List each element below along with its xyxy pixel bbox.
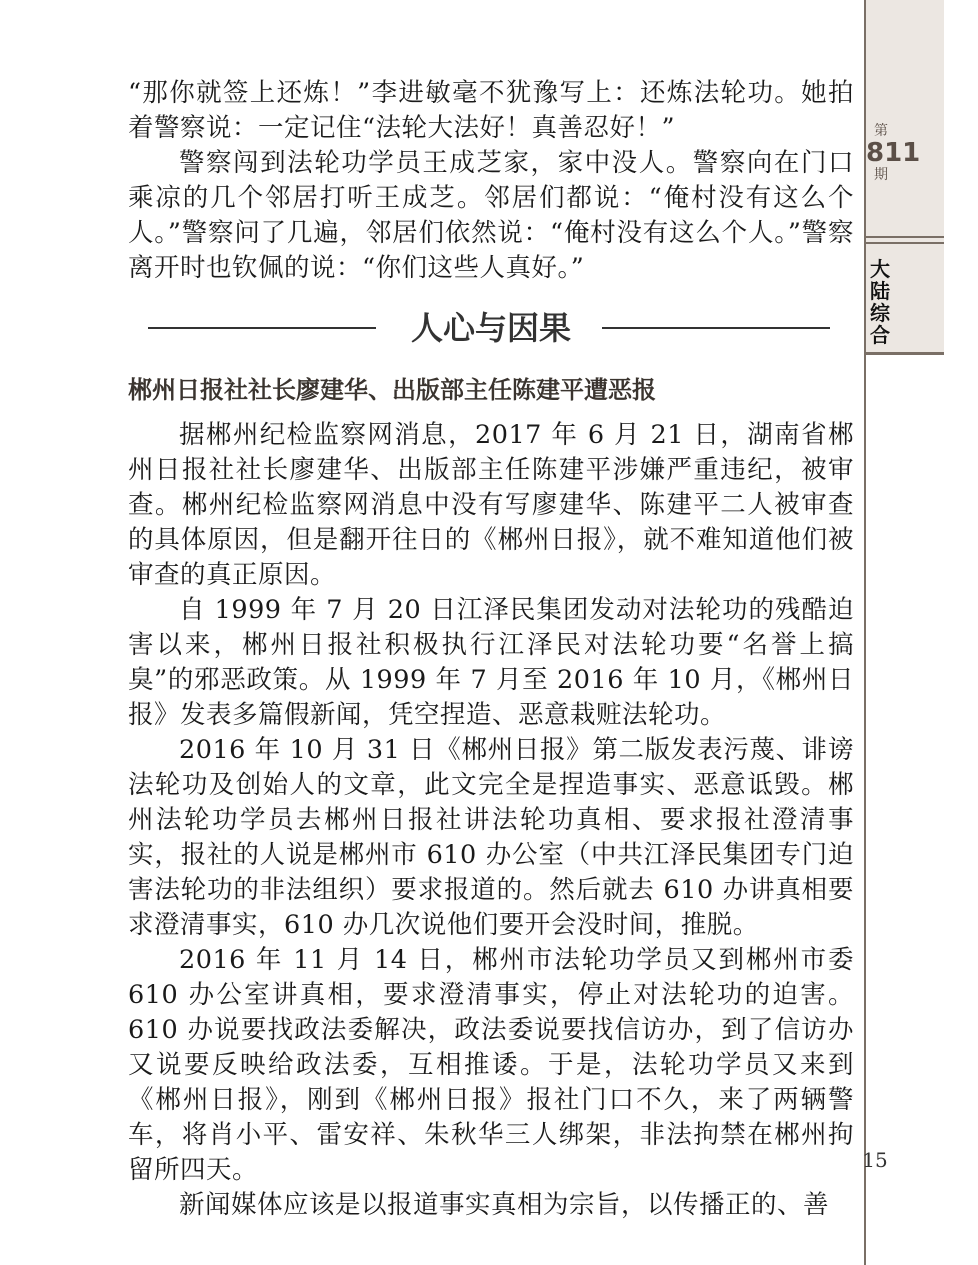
section-label-char: 陆 [870, 279, 890, 303]
issue-number: 811 [866, 138, 921, 168]
paragraph: 警察闯到法轮功学员王成芝家，家中没人。警察向在门口乘凉的几个邻居打听王成芝。邻居们都说：“俺村没有这么个人。”警察问了几遍，邻居们依然说：“俺村没有这么个人。”警察离开时也钦佩的说：“你们这些人真好。” [128, 148, 854, 283]
paragraph: “那你就签上还炼！”李进敏毫不犹豫写上：还炼法轮功。她拍着警察说：一定记住“法轮大法好！真善忍好！” [128, 78, 854, 143]
article-body [128, 418, 854, 1223]
paragraph: 2016 年 11 月 14 日，郴州市法轮功学员又到郴州市委 610 办公室讲真相，要求澄清事实，停止对法轮功的迫害。610 办说要找政法委解决，政法委说要找信访办，到了信访办又说要反映给政法委，互相推诿。于是，法轮功学员又来到《郴州日报》，刚到《郴州日报》报社门口不久，来了两辆警车，将肖小平、雷安祥、朱秋华三人绑架，非法拘禁在郴州拘留所四天。 [128, 945, 854, 1185]
issue-suffix: 期 [874, 167, 888, 183]
issue-marker [866, 122, 921, 184]
heading-rule-right [602, 327, 830, 329]
section-heading-title: 人心与因果 [410, 309, 571, 347]
paragraph: 自 1999 年 7 月 20 日江泽民集团发动对法轮功的残酷迫害以来，郴州日报社积极执行江泽民对法轮功要“名誉上搞臭”的邪恶政策。从 1999 年 7 月至 2016 年 10 月，《郴州日报》发表多篇假新闻，凭空捏造、恶意栽赃法轮功。 [128, 595, 854, 730]
section-label-char: 合 [870, 323, 890, 347]
page-number: 15 [862, 1148, 888, 1172]
article-title: 郴州日报社社长廖建华、出版部主任陈建平遭恶报 [128, 376, 656, 404]
section-label [866, 258, 894, 346]
section-heading [128, 300, 854, 356]
paragraph: 据郴州纪检监察网消息，2017 年 6 月 21 日，湖南省郴州日报社社长廖建华、出版部主任陈建平涉嫌严重违纪，被审查。郴州纪检监察网消息中没有写廖建华、陈建平二人被审查的具体原因，但是翻开往日的《郴州日报》，就不难知道他们被审查的真正原因。 [128, 420, 854, 590]
tab-divider-rule-top [866, 236, 944, 238]
section-label-char: 大 [870, 257, 890, 281]
paragraph: 2016 年 10 月 31 日《郴州日报》第二版发表污蔑、诽谤法轮功及创始人的文章，此文完全是捏造事实、恶意诋毁。郴州法轮功学员去郴州日报社讲法轮功真相、要求报社澄清事实，报社的人说是郴州市 610 办公室（中共江泽民集团专门迫害法轮功的非法组织）要求报道的。然后就去 610 办讲真相要求澄清事实，610 办几次说他们要开会没时间，推脱。 [128, 735, 854, 940]
paragraph: 新闻媒体应该是以报道事实真相为宗旨，以传播正的、善 [179, 1190, 830, 1220]
section-label-char: 综 [870, 301, 890, 325]
issue-prefix: 第 [874, 123, 888, 139]
side-tab-bottom-rule [866, 352, 944, 355]
intro-text [128, 76, 854, 286]
tab-divider-rule-bottom [866, 242, 944, 244]
